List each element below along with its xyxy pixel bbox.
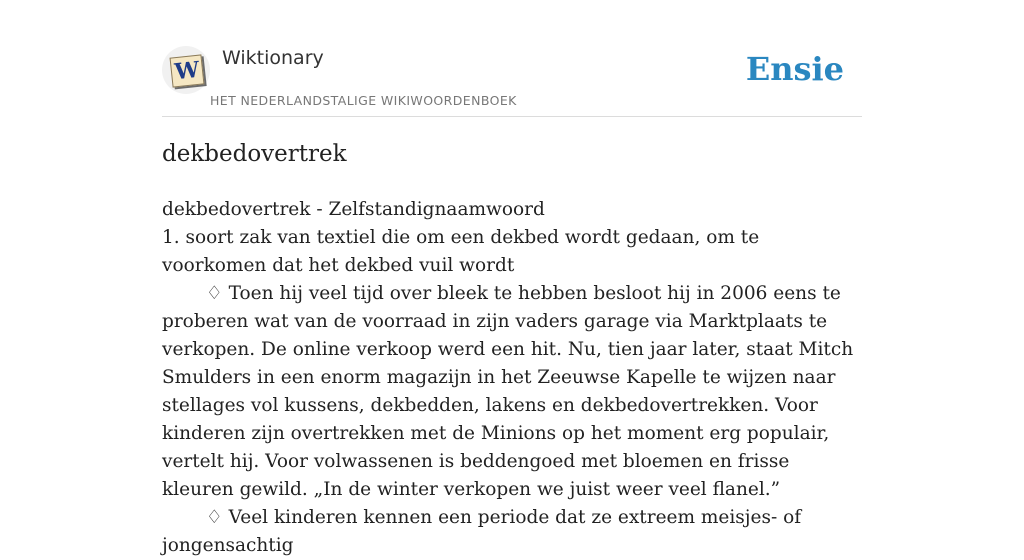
- headword-line: dekbedovertrek - Zelfstandignaamwoord: [162, 199, 545, 220]
- page-title: dekbedovertrek: [162, 141, 347, 167]
- site-header: [162, 40, 862, 117]
- site-tagline: HET NEDERLANDSTALIGE WIKIWOORDENBOEK: [210, 93, 517, 108]
- logo-tile: W: [170, 54, 205, 87]
- ensie-brand-link[interactable]: Ensie: [745, 50, 844, 88]
- example-text: Toen hij veel tijd over bleek te hebben besloot hij in 2006 eens te proberen wat van de voorraad in zijn vaders garage via Marktplaats te verkopen. De online verkoop werd een hit. Nu, tien jaar later, staat Mitch Smulders in een enorm magazijn in het Zeeuwse Kapelle te wijzen naar stellages vol kussens, dekbedden, lakens en dekbedovertrekken. Voor kinderen zijn overtrekken met de Minions op het moment erg populair, vertelt hij. Voor volwassenen is beddengoed met bloemen en frisse kleuren gewild. „In de winter verkopen we juist weer veel flanel.”: [162, 283, 854, 500]
- example-sentence: [162, 504, 866, 560]
- diamond-icon: ♢: [206, 507, 223, 528]
- example-text: Veel kinderen kennen een periode dat ze extreem meisjes- of jongensachtig: [162, 507, 802, 556]
- example-sentence: [162, 280, 866, 504]
- entry-content: [162, 138, 866, 560]
- site-name[interactable]: Wiktionary: [222, 47, 324, 69]
- diamond-icon: ♢: [206, 283, 223, 304]
- definition: 1. soort zak van textiel die om een dekbed wordt gedaan, om te voorkomen dat het dekbed vuil wordt: [162, 227, 760, 276]
- wiktionary-logo-icon[interactable]: [162, 46, 210, 94]
